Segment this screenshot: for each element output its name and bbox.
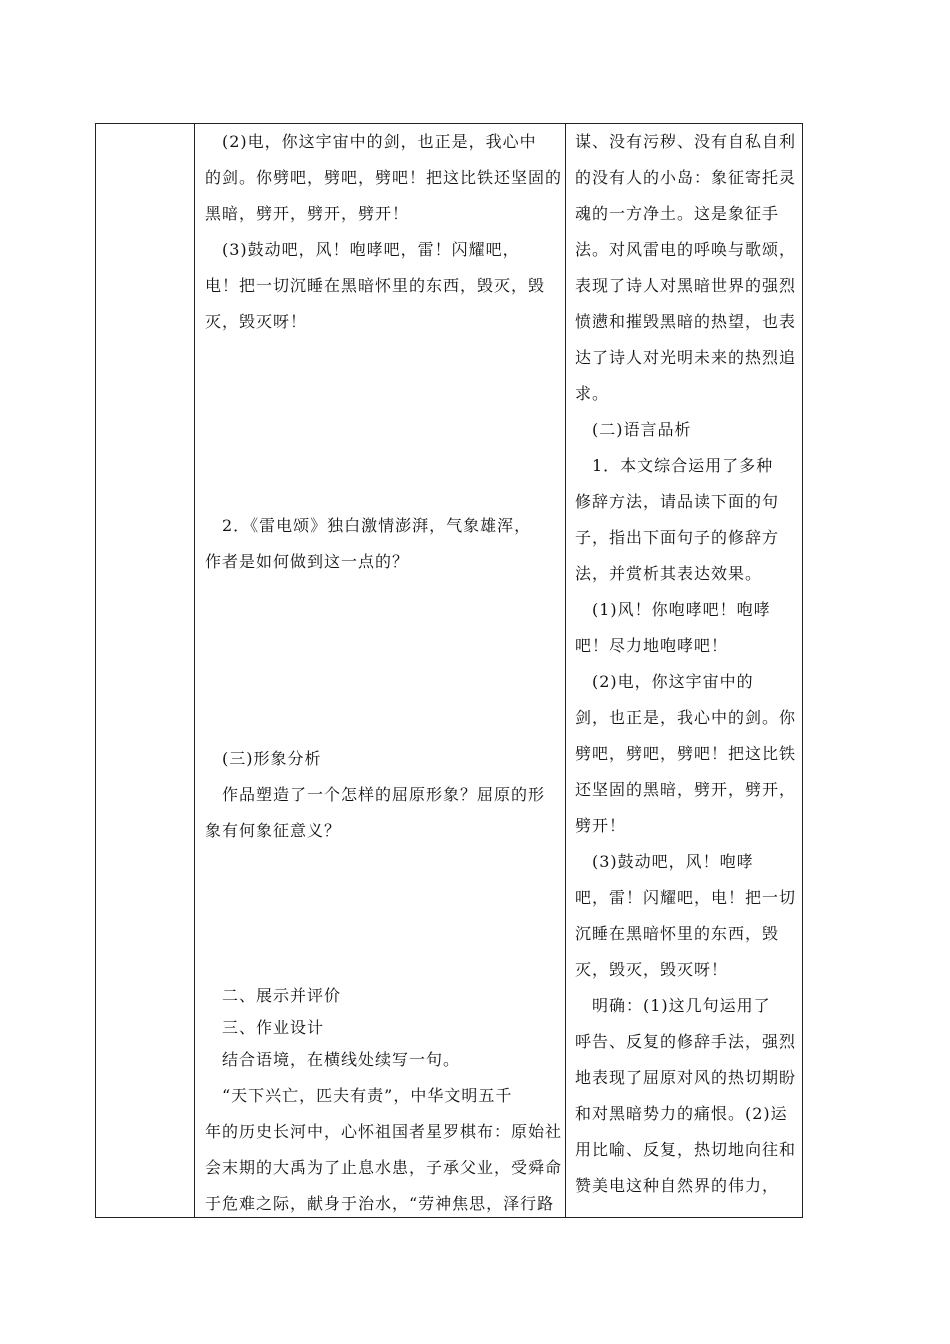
note-line: (二)语言品析 — [575, 420, 692, 439]
note-line: 愤懑和摧毁黑暗的热望，也表 — [575, 312, 797, 331]
note-line: (1)风！你咆哮吧！咆哮 — [575, 600, 771, 619]
note-line: 1．本文综合运用了多种 — [575, 456, 774, 475]
note-line: 沉睡在黑暗怀里的东西，毁 — [575, 924, 780, 943]
note-line: 谋、没有污秽、没有自私自利 — [575, 132, 797, 151]
quote-line: 年的历史长河中，心怀祖国者星罗棋布：原始社 — [205, 1122, 563, 1141]
note-line: 求。 — [575, 384, 610, 403]
note-line: 灭，毁灭，毁灭呀！ — [575, 960, 729, 979]
text-line: 的剑。你劈吧，劈吧，劈吧！把这比铁还坚固的 — [205, 168, 563, 187]
note-line: 吧，雷！闪耀吧，电！把一切 — [575, 888, 797, 907]
note-line: 赞美电这种自然界的伟力， — [575, 1176, 780, 1195]
question-2: 2．《雷电颂》独白激情澎湃，气象雄浑， — [205, 516, 532, 535]
step-heading: 二、展示并评价 — [205, 986, 342, 1005]
question-text: 作品塑造了一个怎样的屈原形象？屈原的形 — [205, 785, 546, 804]
note-line: 修辞方法，请品读下面的句 — [575, 492, 780, 511]
note-line: 明确：(1)这几句运用了 — [575, 996, 771, 1015]
note-line: 劈开！ — [575, 816, 627, 835]
note-line: 地表现了屈原对风的热切期盼 — [575, 1068, 797, 1087]
question-2: 作者是如何做到这一点的？ — [205, 552, 410, 571]
text-line: (2)电，你这宇宙中的剑，也正是，我心中 — [205, 132, 537, 151]
note-line: (2)电，你这宇宙中的 — [575, 672, 754, 691]
note-line: 和对黑暗势力的痛恨。(2)运 — [575, 1104, 788, 1123]
quote-line: 于危难之际，献身于治水，“劳神焦思，泽行路 — [205, 1194, 555, 1213]
step-heading: 三、作业设计 — [205, 1018, 325, 1037]
column-divider-right — [565, 124, 566, 1217]
text-line: 电！把一切沉睡在黑暗怀里的东西，毁灭，毁 — [205, 276, 546, 295]
text-line: 黑暗，劈开，劈开，劈开！ — [205, 204, 410, 223]
note-line: (3)鼓动吧，风！咆哮 — [575, 852, 754, 871]
note-line: 剑，也正是，我心中的剑。你 — [575, 708, 797, 727]
note-line: 用比喻、反复，热切地向往和 — [575, 1140, 797, 1159]
note-line: 表现了诗人对黑暗世界的强烈 — [575, 276, 797, 295]
note-line: 魂的一方净土。这是象征手 — [575, 204, 780, 223]
note-line: 还坚固的黑暗，劈开，劈开， — [575, 780, 797, 799]
quote-line: “天下兴亡，匹夫有责”，中华文明五千 — [205, 1086, 513, 1105]
note-line: 吧！尽力地咆哮吧！ — [575, 636, 729, 655]
section-title: (三)形象分析 — [205, 749, 322, 768]
text-line: 灭，毁灭呀！ — [205, 312, 308, 331]
note-line: 法，并赏析其表达效果。 — [575, 564, 763, 583]
note-line: 达了诗人对光明未来的热烈追 — [575, 348, 797, 367]
note-line: 劈吧，劈吧，劈吧！把这比铁 — [575, 744, 797, 763]
quote-line: 会末期的大禹为了止息水患，子承父业，受舜命 — [205, 1158, 563, 1177]
note-line: 呼告、反复的修辞手法，强烈 — [575, 1032, 797, 1051]
task-text: 结合语境，在横线处续写一句。 — [205, 1050, 461, 1069]
question-text: 象有何象征意义？ — [205, 821, 342, 840]
note-line: 的没有人的小岛：象征寄托灵 — [575, 168, 797, 187]
lesson-table — [95, 123, 803, 1218]
note-line: 子，指出下面句子的修辞方 — [575, 528, 780, 547]
column-divider-left — [194, 124, 195, 1217]
text-line: (3)鼓动吧，风！咆哮吧，雷！闪耀吧， — [205, 240, 520, 259]
note-line: 法。对风雷电的呼唤与歌颂， — [575, 240, 797, 259]
